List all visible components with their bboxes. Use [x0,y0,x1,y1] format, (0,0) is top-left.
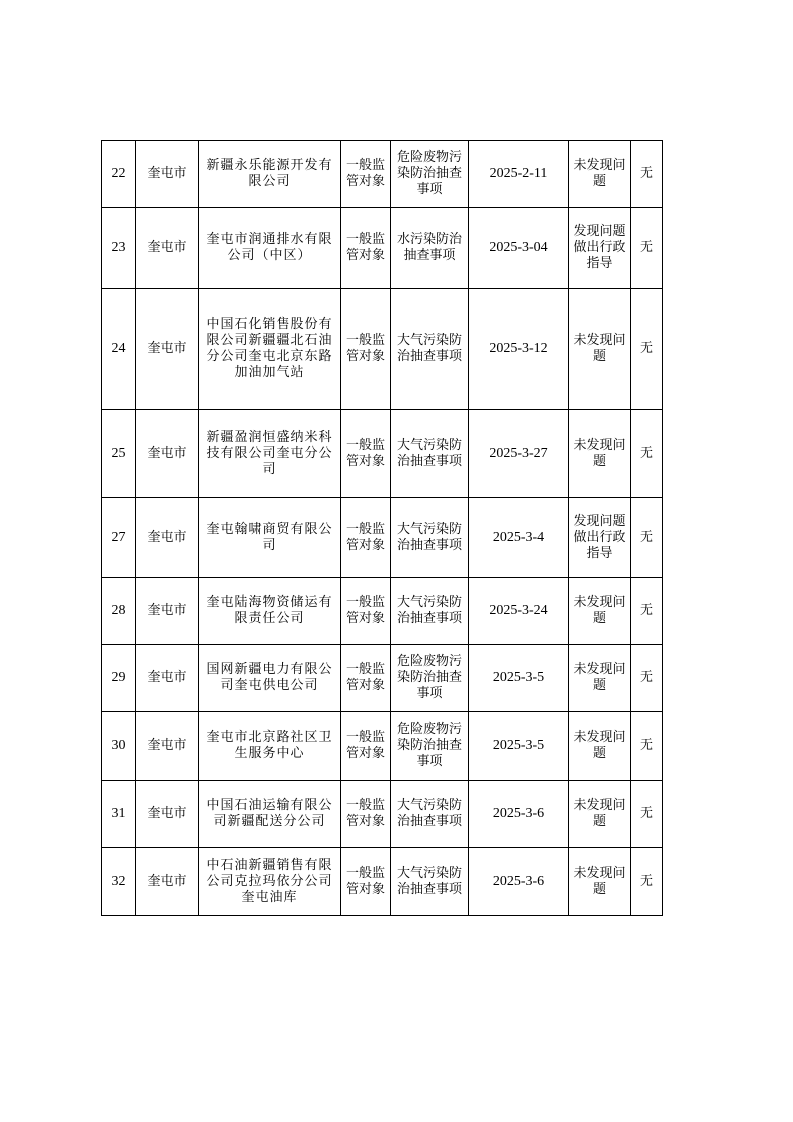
table-row [102,578,663,645]
cell-remark: 无 [631,781,663,848]
cell-inspection-matter: 大气污染防治抽查事项 [391,289,469,410]
table-row [102,410,663,498]
cell-inspection-matter: 大气污染防治抽查事项 [391,848,469,916]
cell-date: 2025-3-6 [469,781,569,848]
cell-no: 23 [102,208,136,289]
cell-inspection-matter: 大气污染防治抽查事项 [391,781,469,848]
cell-supervision-type: 一般监管对象 [341,712,391,781]
cell-date: 2025-2-11 [469,141,569,208]
cell-company: 奎屯陆海物资储运有限责任公司 [199,578,341,645]
cell-inspection-matter: 危险废物污染防治抽查事项 [391,712,469,781]
cell-remark: 无 [631,848,663,916]
cell-city: 奎屯市 [136,781,199,848]
table-row [102,712,663,781]
cell-city: 奎屯市 [136,498,199,578]
cell-result: 未发现问题 [569,410,631,498]
cell-company: 中石油新疆销售有限公司克拉玛依分公司奎屯油库 [199,848,341,916]
cell-city: 奎屯市 [136,208,199,289]
cell-company: 奎屯市润通排水有限公司（中区） [199,208,341,289]
cell-city: 奎屯市 [136,289,199,410]
cell-company: 奎屯市北京路社区卫生服务中心 [199,712,341,781]
cell-remark: 无 [631,578,663,645]
cell-result: 未发现问题 [569,645,631,712]
cell-supervision-type: 一般监管对象 [341,848,391,916]
cell-result: 未发现问题 [569,289,631,410]
cell-supervision-type: 一般监管对象 [341,498,391,578]
inspection-table [101,140,663,916]
cell-company: 中国石油运输有限公司新疆配送分公司 [199,781,341,848]
cell-company: 新疆盈润恒盛纳米科技有限公司奎屯分公司 [199,410,341,498]
cell-company: 奎屯翰啸商贸有限公司 [199,498,341,578]
cell-date: 2025-3-6 [469,848,569,916]
cell-result: 未发现问题 [569,578,631,645]
cell-no: 27 [102,498,136,578]
table-row [102,141,663,208]
cell-remark: 无 [631,289,663,410]
cell-city: 奎屯市 [136,141,199,208]
cell-date: 2025-3-24 [469,578,569,645]
cell-result: 未发现问题 [569,141,631,208]
table-row [102,289,663,410]
cell-remark: 无 [631,141,663,208]
cell-result: 未发现问题 [569,781,631,848]
cell-supervision-type: 一般监管对象 [341,781,391,848]
cell-date: 2025-3-4 [469,498,569,578]
cell-inspection-matter: 大气污染防治抽查事项 [391,498,469,578]
cell-company: 新疆永乐能源开发有限公司 [199,141,341,208]
cell-no: 24 [102,289,136,410]
table-row [102,208,663,289]
cell-remark: 无 [631,410,663,498]
cell-company: 中国石化销售股份有限公司新疆疆北石油分公司奎屯北京东路加油加气站 [199,289,341,410]
table-body [102,141,663,916]
cell-result: 未发现问题 [569,848,631,916]
table-row [102,781,663,848]
cell-result: 发现问题做出行政指导 [569,208,631,289]
cell-date: 2025-3-12 [469,289,569,410]
cell-inspection-matter: 大气污染防治抽查事项 [391,578,469,645]
cell-no: 30 [102,712,136,781]
cell-supervision-type: 一般监管对象 [341,645,391,712]
cell-supervision-type: 一般监管对象 [341,289,391,410]
cell-city: 奎屯市 [136,848,199,916]
table-row [102,645,663,712]
cell-city: 奎屯市 [136,712,199,781]
cell-supervision-type: 一般监管对象 [341,410,391,498]
table-row [102,848,663,916]
cell-remark: 无 [631,712,663,781]
table-row [102,498,663,578]
cell-remark: 无 [631,498,663,578]
cell-inspection-matter: 大气污染防治抽查事项 [391,410,469,498]
cell-no: 28 [102,578,136,645]
cell-supervision-type: 一般监管对象 [341,141,391,208]
cell-city: 奎屯市 [136,410,199,498]
cell-remark: 无 [631,645,663,712]
cell-no: 22 [102,141,136,208]
cell-result: 发现问题做出行政指导 [569,498,631,578]
cell-city: 奎屯市 [136,645,199,712]
cell-supervision-type: 一般监管对象 [341,578,391,645]
cell-inspection-matter: 危险废物污染防治抽查事项 [391,645,469,712]
cell-date: 2025-3-04 [469,208,569,289]
cell-result: 未发现问题 [569,712,631,781]
cell-inspection-matter: 危险废物污染防治抽查事项 [391,141,469,208]
cell-date: 2025-3-5 [469,645,569,712]
cell-supervision-type: 一般监管对象 [341,208,391,289]
cell-no: 31 [102,781,136,848]
cell-no: 29 [102,645,136,712]
cell-remark: 无 [631,208,663,289]
cell-no: 32 [102,848,136,916]
cell-city: 奎屯市 [136,578,199,645]
cell-date: 2025-3-5 [469,712,569,781]
cell-inspection-matter: 水污染防治抽查事项 [391,208,469,289]
cell-company: 国网新疆电力有限公司奎屯供电公司 [199,645,341,712]
cell-date: 2025-3-27 [469,410,569,498]
cell-no: 25 [102,410,136,498]
